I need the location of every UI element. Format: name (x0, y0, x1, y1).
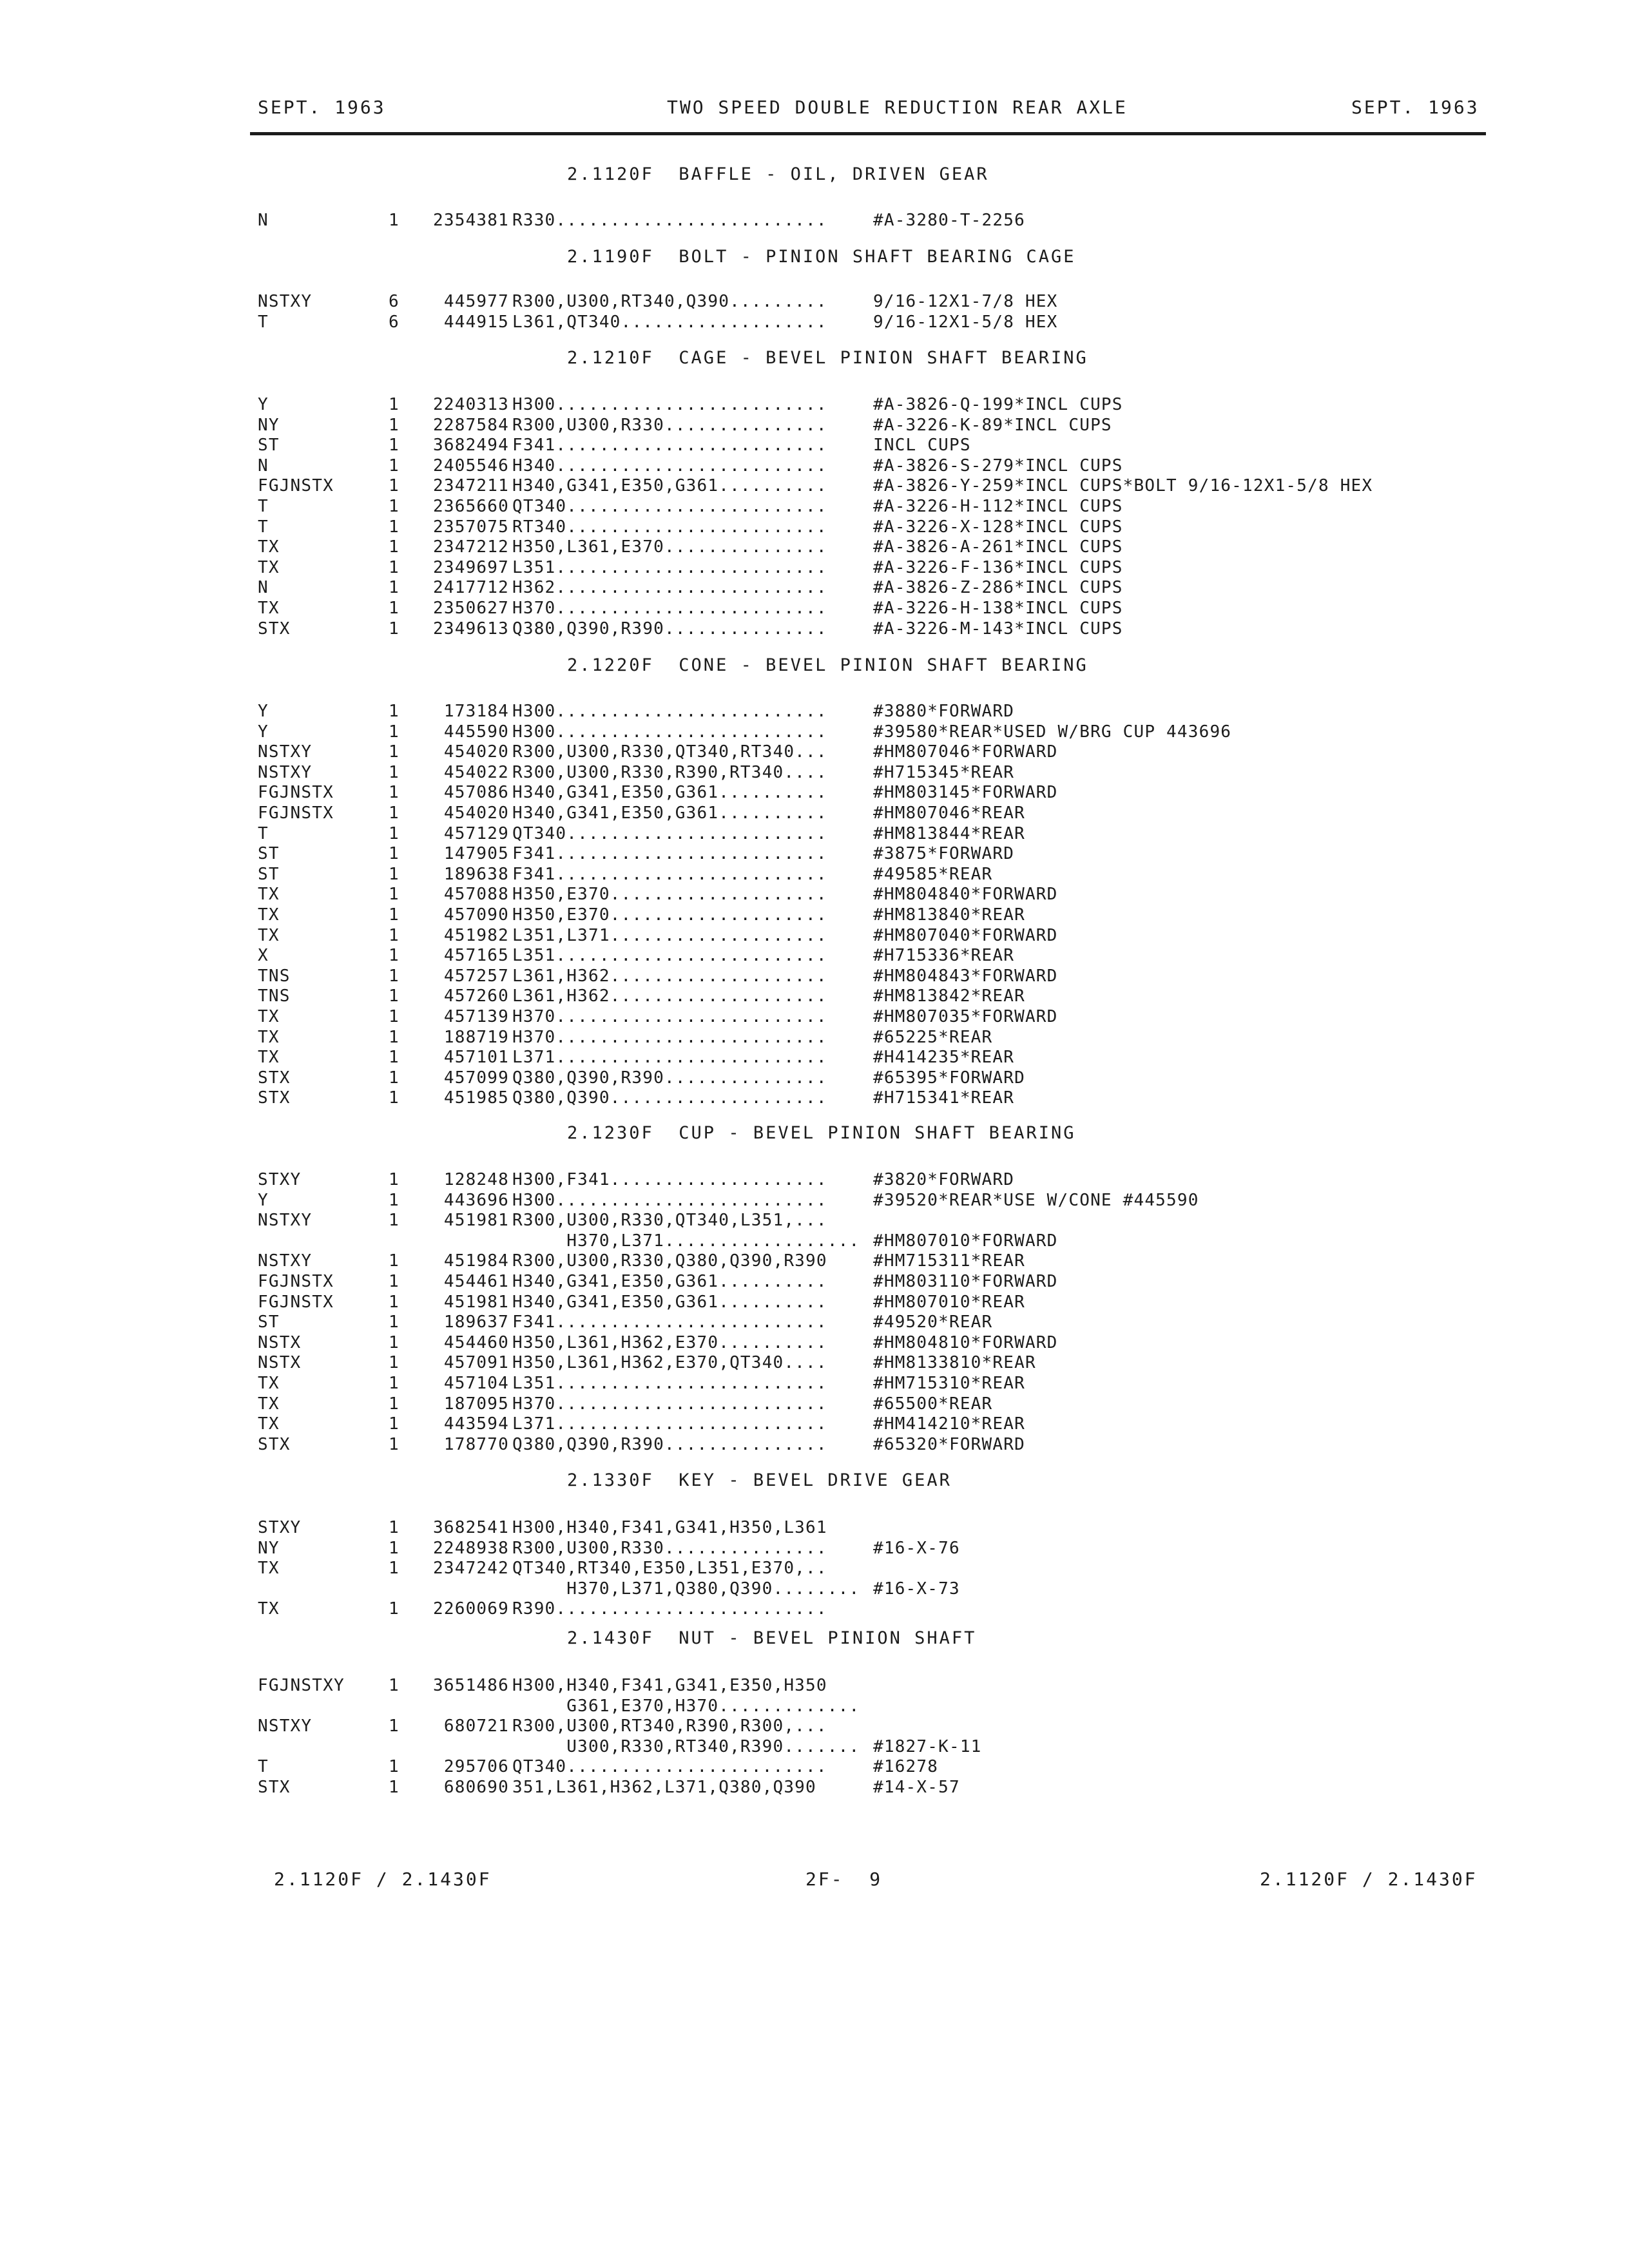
header-date-right: SEPT. 1963 (1351, 97, 1480, 118)
model-code: TNS (258, 966, 291, 986)
model-list: H370......................... (512, 1027, 827, 1047)
model-code: TX (258, 1559, 280, 1579)
part-number: 2347211 (433, 476, 509, 496)
quantity: 1 (389, 1559, 400, 1579)
quantity: 1 (389, 557, 400, 577)
part-note: #16-X-73 (873, 1579, 960, 1599)
quantity: 1 (389, 1778, 400, 1797)
model-list: H370,L371,Q380,Q390........ (512, 1579, 860, 1599)
part-number: 454460 (443, 1332, 509, 1352)
model-code: Y (258, 1190, 269, 1210)
part-number: 457090 (443, 905, 509, 925)
part-number: 2347212 (433, 537, 509, 557)
part-note: #H715336*REAR (873, 946, 1015, 966)
model-code: FGJNSTX (258, 803, 334, 823)
quantity: 1 (389, 436, 400, 456)
part-number: 3682494 (433, 436, 509, 456)
quantity: 1 (389, 1434, 400, 1454)
part-note: #49520*REAR (873, 1312, 993, 1332)
model-list: H340,G341,E350,G361.......... (512, 1292, 827, 1312)
quantity: 1 (389, 211, 400, 230)
model-code: T (258, 517, 269, 537)
model-list: R330......................... (512, 211, 827, 230)
model-code: FGJNSTX (258, 1272, 334, 1291)
quantity: 1 (389, 395, 400, 414)
model-code: TX (258, 537, 280, 557)
quantity: 1 (389, 1599, 400, 1619)
part-note: #HM803110*FORWARD (873, 1272, 1058, 1291)
part-note: #HM715310*REAR (873, 1374, 1025, 1393)
model-list: R300,U300,RT340,R390,R300,... (512, 1716, 827, 1736)
part-note: #HM807010*REAR (873, 1292, 1025, 1312)
part-number: 457104 (443, 1374, 509, 1393)
model-list: R390......................... (512, 1599, 827, 1619)
quantity: 1 (389, 966, 400, 986)
part-note: #A-3226-M-143*INCL CUPS (873, 619, 1123, 639)
part-note: #1827-K-11 (873, 1736, 982, 1756)
model-list: H300......................... (512, 1190, 827, 1210)
model-list: H350,L361,E370............... (512, 537, 827, 557)
part-note: #HM803145*FORWARD (873, 783, 1058, 803)
quantity: 1 (389, 1716, 400, 1736)
part-note: #39520*REAR*USE W/CONE #445590 (873, 1190, 1199, 1210)
quantity: 1 (389, 1518, 400, 1537)
part-number: 443594 (443, 1414, 509, 1434)
model-list: H300,F341.................... (512, 1170, 827, 1189)
footer-range-right: 2.1120F / 2.1430F (1260, 1869, 1478, 1890)
model-list: F341......................... (512, 844, 827, 864)
model-code: STX (258, 1068, 291, 1088)
part-note: #A-3226-H-112*INCL CUPS (873, 497, 1123, 516)
part-number: 2357075 (433, 517, 509, 537)
model-list: H300,H340,F341,G341,H350,L361 (512, 1518, 827, 1537)
model-code: STXY (258, 1518, 302, 1537)
part-note: #3880*FORWARD (873, 702, 1015, 721)
model-list: F341......................... (512, 436, 827, 456)
model-code: NY (258, 1538, 280, 1558)
model-list: H340,G341,E350,G361.......... (512, 476, 827, 496)
part-number: 2354381 (433, 211, 509, 230)
model-code: TX (258, 1599, 280, 1619)
model-code: FGJNSTXY (258, 1676, 345, 1695)
part-number: 173184 (443, 702, 509, 721)
quantity: 1 (389, 415, 400, 435)
part-note: #HM813842*REAR (873, 986, 1025, 1006)
model-list: R300,U300,RT340,Q390......... (512, 292, 827, 311)
model-list: QT340........................ (512, 497, 827, 516)
model-code: FGJNSTX (258, 476, 334, 496)
model-code: STX (258, 1434, 291, 1454)
model-list: H340......................... (512, 456, 827, 476)
quantity: 1 (389, 1170, 400, 1189)
model-code: NSTX (258, 1353, 302, 1373)
part-note: #65500*REAR (873, 1394, 993, 1414)
model-code: NSTXY (258, 1716, 313, 1736)
model-code: NSTXY (258, 1251, 313, 1271)
model-code: N (258, 578, 269, 598)
part-note: 9/16-12X1-5/8 HEX (873, 312, 1058, 332)
quantity: 1 (389, 1414, 400, 1434)
part-number: 443696 (443, 1190, 509, 1210)
model-code: TNS (258, 986, 291, 1006)
part-note: #HM807046*REAR (873, 803, 1025, 823)
model-code: TX (258, 1414, 280, 1434)
model-code: TX (258, 925, 280, 945)
quantity: 1 (389, 1757, 400, 1777)
quantity: 1 (389, 925, 400, 945)
model-code: TX (258, 1027, 280, 1047)
model-code: Y (258, 702, 269, 721)
part-note: #HM414210*REAR (873, 1414, 1025, 1434)
section-title: 2.1430F NUT - BEVEL PINION SHAFT (567, 1628, 977, 1648)
part-number: 187095 (443, 1394, 509, 1414)
model-code: ST (258, 1312, 280, 1332)
part-number: 189637 (443, 1312, 509, 1332)
model-list: QT340........................ (512, 1757, 827, 1777)
part-number: 2365660 (433, 497, 509, 516)
model-code: Y (258, 722, 269, 742)
part-number: 680721 (443, 1716, 509, 1736)
section-title: 2.1330F KEY - BEVEL DRIVE GEAR (567, 1470, 952, 1490)
model-code: ST (258, 864, 280, 884)
part-number: 457088 (443, 885, 509, 905)
section-title: 2.1120F BAFFLE - OIL, DRIVEN GEAR (567, 164, 989, 184)
quantity: 1 (389, 578, 400, 598)
part-number: 295706 (443, 1757, 509, 1777)
section-title: 2.1230F CUP - BEVEL PINION SHAFT BEARING (567, 1123, 1076, 1143)
part-number: 680690 (443, 1778, 509, 1797)
part-note: #39580*REAR*USED W/BRG CUP 443696 (873, 722, 1232, 742)
model-list: H350,E370.................... (512, 885, 827, 905)
model-list: R300,U300,R330,Q380,Q390,R390 (512, 1251, 827, 1271)
part-number: 454020 (443, 803, 509, 823)
model-code: N (258, 456, 269, 476)
model-list: L351......................... (512, 557, 827, 577)
model-list: H300......................... (512, 722, 827, 742)
part-number: 454461 (443, 1272, 509, 1291)
quantity: 1 (389, 1538, 400, 1558)
part-note: #HM807040*FORWARD (873, 925, 1058, 945)
model-list: H370......................... (512, 599, 827, 618)
quantity: 1 (389, 1676, 400, 1695)
part-number: 457086 (443, 783, 509, 803)
part-note: #H715341*REAR (873, 1088, 1015, 1108)
quantity: 1 (389, 946, 400, 966)
part-note: INCL CUPS (873, 436, 971, 456)
part-note: #HM813844*REAR (873, 823, 1025, 843)
section-title: 2.1220F CONE - BEVEL PINION SHAFT BEARING (567, 655, 1088, 675)
quantity: 1 (389, 864, 400, 884)
model-code: NY (258, 415, 280, 435)
part-note: #A-3280-T-2256 (873, 211, 1025, 230)
model-code: NSTXY (258, 292, 313, 311)
model-code: STXY (258, 1170, 302, 1189)
quantity: 1 (389, 722, 400, 742)
model-code: FGJNSTX (258, 1292, 334, 1312)
quantity: 1 (389, 762, 400, 782)
part-number: 451985 (443, 1088, 509, 1108)
part-note: #HM804843*FORWARD (873, 966, 1058, 986)
part-note: 9/16-12X1-7/8 HEX (873, 292, 1058, 311)
part-note: #A-3826-Z-286*INCL CUPS (873, 578, 1123, 598)
page-number: 2F- 9 (805, 1869, 883, 1890)
quantity: 1 (389, 1068, 400, 1088)
part-number: 457257 (443, 966, 509, 986)
part-note: #65225*REAR (873, 1027, 993, 1047)
model-list: L351......................... (512, 1374, 827, 1393)
model-list: Q380,Q390,R390............... (512, 1068, 827, 1088)
part-note: #HM807046*FORWARD (873, 742, 1058, 762)
part-note: #3875*FORWARD (873, 844, 1015, 864)
model-code: NSTXY (258, 742, 313, 762)
part-number: 2347242 (433, 1559, 509, 1579)
model-list: L351,L371.................... (512, 925, 827, 945)
part-number: 445590 (443, 722, 509, 742)
part-number: 451984 (443, 1251, 509, 1271)
model-list: H340,G341,E350,G361.......... (512, 803, 827, 823)
model-list: H370......................... (512, 1394, 827, 1414)
part-number: 189638 (443, 864, 509, 884)
part-number: 2248938 (433, 1538, 509, 1558)
part-number: 2349697 (433, 557, 509, 577)
model-code: TX (258, 1394, 280, 1414)
part-note: #A-3826-Y-259*INCL CUPS*BOLT 9/16-12X1-5/8 HEX (873, 476, 1373, 496)
model-list: R300,U300,R330............... (512, 415, 827, 435)
quantity: 1 (389, 517, 400, 537)
part-note: #A-3826-Q-199*INCL CUPS (873, 395, 1123, 414)
quantity: 1 (389, 742, 400, 762)
quantity: 1 (389, 1007, 400, 1026)
header-rule (250, 132, 1486, 135)
part-number: 454020 (443, 742, 509, 762)
part-number: 457101 (443, 1048, 509, 1068)
quantity: 1 (389, 1353, 400, 1373)
model-code: STX (258, 1088, 291, 1108)
part-number: 2417712 (433, 578, 509, 598)
part-number: 457099 (443, 1068, 509, 1088)
model-list: R300,U300,R330............... (512, 1538, 827, 1558)
model-list: H300,H340,F341,G341,E350,H350 (512, 1676, 827, 1695)
model-code: N (258, 211, 269, 230)
model-list: H300......................... (512, 702, 827, 721)
header-date-left: SEPT. 1963 (258, 97, 386, 118)
part-number: 457260 (443, 986, 509, 1006)
part-note: #A-3226-X-128*INCL CUPS (873, 517, 1123, 537)
model-code: STX (258, 619, 291, 639)
model-list: L361,H362.................... (512, 986, 827, 1006)
model-code: T (258, 312, 269, 332)
model-list: QT340,RT340,E350,L351,E370,.. (512, 1559, 827, 1579)
part-note: #HM804840*FORWARD (873, 885, 1058, 905)
model-code: X (258, 946, 269, 966)
part-number: 451981 (443, 1211, 509, 1231)
model-list: Q380,Q390,R390............... (512, 1434, 827, 1454)
model-list: R300,U300,R330,QT340,L351,... (512, 1211, 827, 1231)
model-code: TX (258, 1048, 280, 1068)
quantity: 6 (389, 312, 400, 332)
model-code: TX (258, 557, 280, 577)
model-list: Q380,Q390.................... (512, 1088, 827, 1108)
quantity: 1 (389, 783, 400, 803)
section-title: 2.1210F CAGE - BEVEL PINION SHAFT BEARING (567, 348, 1088, 368)
part-number: 3651486 (433, 1676, 509, 1695)
part-number: 444915 (443, 312, 509, 332)
quantity: 1 (389, 497, 400, 516)
model-code: T (258, 1757, 269, 1777)
quantity: 1 (389, 476, 400, 496)
quantity: 1 (389, 986, 400, 1006)
model-code: NSTXY (258, 762, 313, 782)
part-number: 2405546 (433, 456, 509, 476)
quantity: 1 (389, 1394, 400, 1414)
part-number: 147905 (443, 844, 509, 864)
part-note: #16-X-76 (873, 1538, 960, 1558)
part-number: 2350627 (433, 599, 509, 618)
model-code: STX (258, 1778, 291, 1797)
part-note: #H414235*REAR (873, 1048, 1015, 1068)
part-note: #65320*FORWARD (873, 1434, 1025, 1454)
model-code: ST (258, 436, 280, 456)
model-list: H362......................... (512, 578, 827, 598)
model-list: L371......................... (512, 1048, 827, 1068)
part-note: #HM715311*REAR (873, 1251, 1025, 1271)
part-number: 451982 (443, 925, 509, 945)
quantity: 1 (389, 619, 400, 639)
part-number: 454022 (443, 762, 509, 782)
model-list: F341......................... (512, 1312, 827, 1332)
quantity: 1 (389, 1027, 400, 1047)
model-list: R300,U300,R330,QT340,RT340... (512, 742, 827, 762)
quantity: 1 (389, 823, 400, 843)
quantity: 1 (389, 1211, 400, 1231)
part-note: #A-3826-A-261*INCL CUPS (873, 537, 1123, 557)
model-list: H350,L361,H362,E370.......... (512, 1332, 827, 1352)
part-note: #14-X-57 (873, 1778, 960, 1797)
quantity: 1 (389, 456, 400, 476)
quantity: 6 (389, 292, 400, 311)
part-number: 2287584 (433, 415, 509, 435)
model-list: R300,U300,R330,R390,RT340.... (512, 762, 827, 782)
quantity: 1 (389, 1251, 400, 1271)
part-note: #HM804810*FORWARD (873, 1332, 1058, 1352)
part-note: #HM813840*REAR (873, 905, 1025, 925)
header-title: TWO SPEED DOUBLE REDUCTION REAR AXLE (667, 97, 1128, 118)
part-note: #HM807010*FORWARD (873, 1231, 1058, 1251)
model-list: G361,E370,H370............. (512, 1696, 860, 1716)
model-code: TX (258, 885, 280, 905)
model-code: NSTX (258, 1332, 302, 1352)
part-number: 457091 (443, 1353, 509, 1373)
quantity: 1 (389, 1048, 400, 1068)
model-list: L371......................... (512, 1414, 827, 1434)
model-list: F341......................... (512, 864, 827, 884)
model-code: T (258, 497, 269, 516)
model-list: L361,QT340................... (512, 312, 827, 332)
part-note: #65395*FORWARD (873, 1068, 1025, 1088)
model-list: 351,L361,H362,L371,Q380,Q390 (512, 1778, 816, 1797)
part-number: 445977 (443, 292, 509, 311)
section-title: 2.1190F BOLT - PINION SHAFT BEARING CAGE (567, 247, 1076, 267)
part-number: 457129 (443, 823, 509, 843)
part-number: 178770 (443, 1434, 509, 1454)
model-list: L361,H362.................... (512, 966, 827, 986)
model-list: H370,L371.................. (512, 1231, 860, 1251)
quantity: 1 (389, 1190, 400, 1210)
part-note: #16278 (873, 1757, 939, 1777)
model-code: TX (258, 905, 280, 925)
model-list: U300,R330,RT340,R390....... (512, 1736, 860, 1756)
part-number: 2260069 (433, 1599, 509, 1619)
part-note: #HM8133810*REAR (873, 1353, 1036, 1373)
part-note: #A-3226-F-136*INCL CUPS (873, 557, 1123, 577)
model-code: Y (258, 395, 269, 414)
model-code: T (258, 823, 269, 843)
model-list: H340,G341,E350,G361.......... (512, 1272, 827, 1291)
model-list: L351......................... (512, 946, 827, 966)
part-number: 457139 (443, 1007, 509, 1026)
model-code: TX (258, 1007, 280, 1026)
quantity: 1 (389, 599, 400, 618)
model-list: H370......................... (512, 1007, 827, 1026)
quantity: 1 (389, 1088, 400, 1108)
model-list: H350,L361,H362,E370,QT340.... (512, 1353, 827, 1373)
model-code: NSTXY (258, 1211, 313, 1231)
part-note: #3820*FORWARD (873, 1170, 1015, 1189)
model-code: TX (258, 1374, 280, 1393)
quantity: 1 (389, 537, 400, 557)
quantity: 1 (389, 844, 400, 864)
quantity: 1 (389, 905, 400, 925)
quantity: 1 (389, 1374, 400, 1393)
model-code: FGJNSTX (258, 783, 334, 803)
model-list: RT340........................ (512, 517, 827, 537)
quantity: 1 (389, 1292, 400, 1312)
part-note: #HM807035*FORWARD (873, 1007, 1058, 1026)
part-note: #A-3226-H-138*INCL CUPS (873, 599, 1123, 618)
part-note: #A-3826-S-279*INCL CUPS (873, 456, 1123, 476)
model-list: QT340........................ (512, 823, 827, 843)
part-note: #A-3226-K-89*INCL CUPS (873, 415, 1112, 435)
model-list: H350,E370.................... (512, 905, 827, 925)
part-number: 2349613 (433, 619, 509, 639)
quantity: 1 (389, 702, 400, 721)
quantity: 1 (389, 1272, 400, 1291)
quantity: 1 (389, 1332, 400, 1352)
part-number: 457165 (443, 946, 509, 966)
model-code: TX (258, 599, 280, 618)
quantity: 1 (389, 803, 400, 823)
model-code: ST (258, 844, 280, 864)
part-note: #H715345*REAR (873, 762, 1015, 782)
model-list: H300......................... (512, 395, 827, 414)
part-number: 3682541 (433, 1518, 509, 1537)
footer-range-left: 2.1120F / 2.1430F (274, 1869, 492, 1890)
quantity: 1 (389, 1312, 400, 1332)
model-list: Q380,Q390,R390............... (512, 619, 827, 639)
part-number: 188719 (443, 1027, 509, 1047)
part-number: 128248 (443, 1170, 509, 1189)
part-number: 451981 (443, 1292, 509, 1312)
part-number: 2240313 (433, 395, 509, 414)
model-list: H340,G341,E350,G361.......... (512, 783, 827, 803)
part-note: #49585*REAR (873, 864, 993, 884)
quantity: 1 (389, 885, 400, 905)
